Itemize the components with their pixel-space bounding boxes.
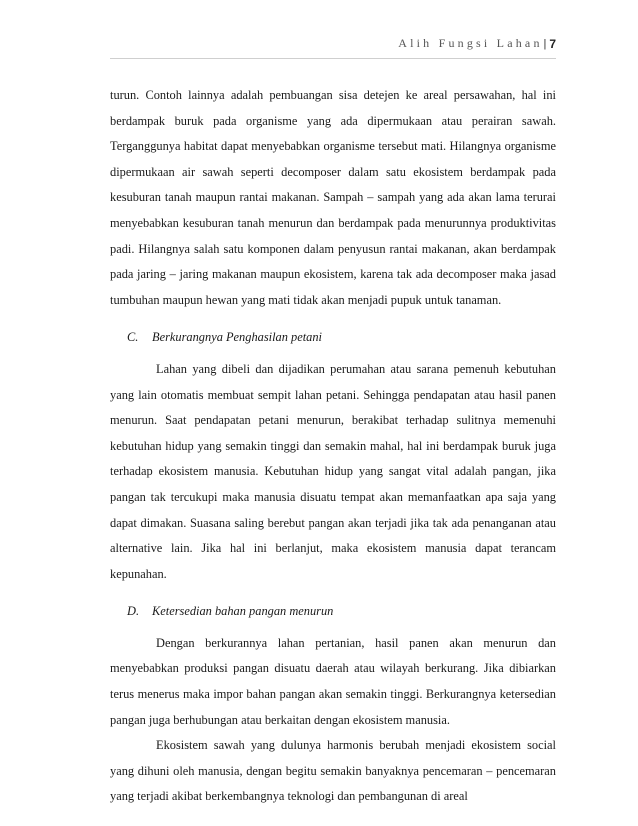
header-separator: | — [543, 36, 547, 50]
section-title-d: Ketersedian bahan pangan menurun — [152, 604, 334, 619]
section-heading-c — [127, 325, 556, 351]
paragraph-continuation: turun. Contoh lainnya adalah pembuangan sisa detejen ke areal persawahan, hal ini berdampak buruk pada organisme yang ada dipermukaan atau perairan sawah. Terganggunya habitat dapat menyebabkan organisme tersebut mati. Hilangnya organisme dipermukaan air sawah seperti decomposer dalam satu ekosistem berdampak pada kesuburan tanah maupun rantai makanan. Sampah – sampah yang ada akan lama terurai menyebabkan kesuburan tanah menurun dan berdampak pada menurunnya produktivitas padi. Hilangnya salah satu komponen dalam penyusun rantai makanan, akan berdampak pada jaring – jaring makanan maupun ekosistem, karena tak ada decomposer maka jasad tumbuhan maupun hewan yang mati tidak akan menjadi pupuk untuk tanaman. — [110, 88, 556, 307]
page-body — [110, 83, 556, 810]
paragraph-ekosistem: Ekosistem sawah yang dulunya harmonis berubah menjadi ekosistem social yang dihuni oleh manusia, dengan begitu semakin banyaknya pencemaran – pencemaran yang terjadi akibat berkembangnya teknologi dan pembangunan di areal — [110, 738, 556, 804]
running-header — [398, 36, 556, 51]
section-title-c: Berkurangnya Penghasilan petani — [152, 330, 322, 345]
paragraph-ketersedian: Dengan berkurannya lahan pertanian, hasil panen akan menurun dan menyebabkan produksi pangan disuatu daerah atau wilayah berkurang. Jika dibiarkan terus menerus maka impor bahan pangan akan semakin tinggi. Berkurangnya ketersedian pangan juga berhubungan atau berkaitan dengan ekosistem manusia. — [110, 635, 556, 727]
running-title: Alih Fungsi Lahan — [398, 36, 543, 50]
paragraph-penghasilan: Lahan yang dibeli dan dijadikan perumahan atau sarana pemenuh kebutuhan yang lain otomatis membuat sempit lahan petani. Sehingga pendapatan atau hasil panen menurun. Saat pendapatan petani menurun, berakibat terhadap sulitnya memenuhi kebutuhan hidup yang semakin tinggi dan semakin mahal, hal ini berdampak buruk juga terhadap ekosistem manusia. Kebutuhan hidup yang sangat vital adalah pangan, jika pangan tak tercukupi maka manusia disuatu tempat akan memanfaatkan apa saja yang dapat dimakan. Suasana saling berebut pangan akan terjadi jika tak ada penanganan atau alternative lain. Jika hal ini berlanjut, maka ekosistem manusia dapat terancam kepunahan. — [110, 361, 556, 581]
header-rule — [110, 58, 556, 59]
section-letter-d: D. — [127, 604, 140, 619]
section-letter-c: C. — [127, 330, 139, 345]
section-heading-d — [127, 599, 556, 625]
page-number: 7 — [549, 36, 556, 51]
